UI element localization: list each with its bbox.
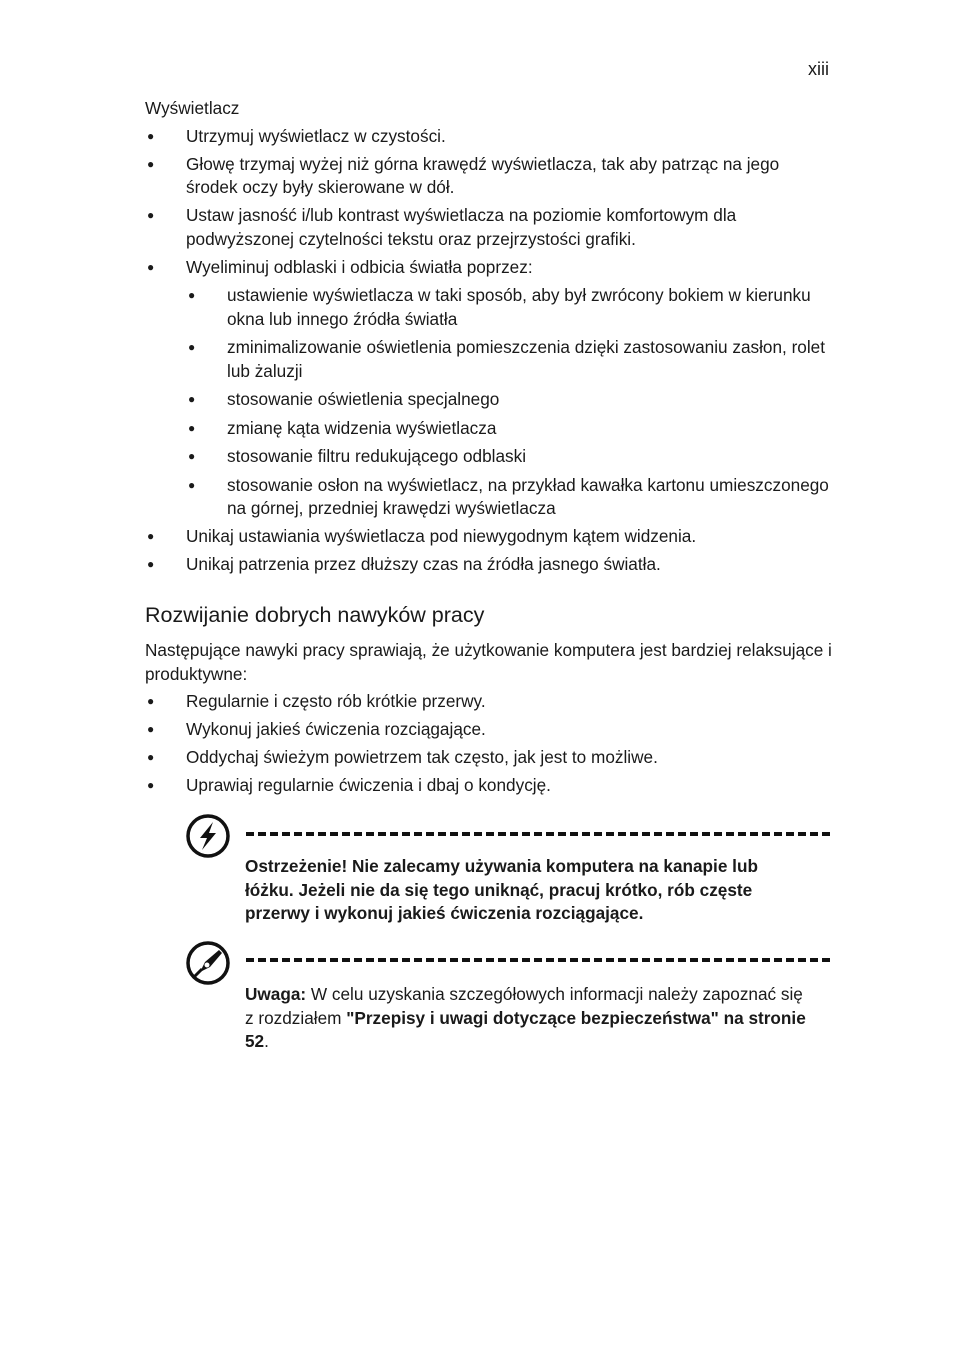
- note-box: [185, 940, 830, 1060]
- page-number: xiii: [808, 59, 829, 79]
- bullet-icon: ●: [147, 529, 155, 543]
- warning-lightning-icon: [185, 813, 231, 859]
- bullet-icon: ●: [147, 557, 155, 571]
- bullet-icon: ●: [188, 477, 196, 492]
- sub-list-item: ● stosowanie osłon na wyświetlacz, na przykład kawałka kartonu umieszczonego na górnej, przedniej krawędzi wyświetlacza: [188, 474, 829, 518]
- sub-list-item: ● ustawienie wyświetlacza w taki sposób, aby był zwrócony bokiem w kierunku okna lub innego źródła światła: [188, 285, 811, 329]
- sub-list-item: ● zmianę kąta widzenia wyświetlacza: [186, 417, 835, 441]
- note-text: [245, 983, 810, 1054]
- sub-list-item: ● stosowanie filtru redukującego odblaski: [186, 445, 835, 469]
- bullet-icon: ●: [147, 694, 155, 708]
- note-label: Uwaga:: [245, 984, 307, 1004]
- note-end: .: [264, 1031, 269, 1051]
- list-item: ● Głowę trzymaj wyżej niż górna krawędź wyświetlacza, tak aby patrząc na jego środek oczy były skierowane w dół.: [147, 153, 780, 197]
- glare-sub-list: [186, 284, 835, 521]
- list-item: ● Oddychaj świeżym powietrzem tak często, jak jest to możliwe.: [145, 746, 835, 770]
- note-reference-link[interactable]: "Przepisy i uwagi dotyczące bezpieczeństwa" na stronie 52: [245, 1007, 806, 1051]
- dashed-divider: [246, 832, 830, 836]
- list-item: ● Regularnie i często rób krótkie przerwy.: [145, 690, 835, 714]
- bullet-icon: ●: [147, 156, 155, 171]
- bullet-icon: ●: [147, 128, 155, 143]
- note-pen-icon: [185, 940, 231, 986]
- bullet-icon: ●: [188, 392, 196, 406]
- intro-paragraph: Następujące nawyki pracy sprawiają, że użytkowanie komputera jest bardziej relaksujące i produktywne:: [145, 640, 832, 684]
- display-section: [145, 97, 835, 577]
- habits-list: [145, 690, 835, 798]
- sub-list-item: ● stosowanie oświetlenia specjalnego: [186, 388, 835, 412]
- warning-text: Ostrzeżenie! Nie zalecamy używania komputera na kanapie lub łóżku. Jeżeli nie da się tego uniknąć, pracuj krótko, rób częste przerwy i wykonuj jakieś ćwiczenia rozciągające.: [245, 856, 758, 923]
- note-body: W celu uzyskania szczegółowych informacji należy zapoznać się z rozdziałem: [245, 984, 803, 1028]
- list-item: ● Unikaj patrzenia przez dłuższy czas na źródła jasnego światła.: [145, 553, 835, 577]
- section-title: Rozwijanie dobrych nawyków pracy: [145, 603, 485, 627]
- bullet-icon: ●: [188, 420, 196, 435]
- list-item: ● Unikaj ustawiania wyświetlacza pod niewygodnym kątem widzenia.: [145, 525, 835, 549]
- bullet-icon: ●: [147, 750, 155, 764]
- list-item: ● Ustaw jasność i/lub kontrast wyświetlacza na poziomie komfortowym dla podwyższonej czytelności tekstu oraz przejrzystości grafiki.: [147, 205, 737, 249]
- bullet-icon: ●: [147, 778, 155, 792]
- dashed-divider: [246, 958, 830, 962]
- sub-list-item: ● zminimalizowanie oświetlenia pomieszczenia dzięki zastosowaniu zasłon, rolet lub żaluzji: [188, 337, 826, 381]
- bullet-icon: ●: [188, 340, 196, 354]
- list-item: ● Utrzymuj wyświetlacz w czystości.: [145, 125, 835, 149]
- display-heading: Wyświetlacz: [145, 98, 240, 118]
- display-list: [145, 125, 835, 577]
- list-item: ● Uprawiaj regularnie ćwiczenia i dbaj o kondycję.: [145, 774, 835, 798]
- bullet-icon: ●: [188, 288, 196, 302]
- list-item: ● Wyeliminuj odblaski i odbicia światła poprzez: ● ustawienie wyświetlacza w taki sposób, aby był zwrócony bokiem w kierunku okna lub innego źródła światła ● zminimalizowanie oświetlenia pomieszczenia dzięki zastosowaniu zasłon, rolet lub żaluzji ● stosowanie oświetlenia specjalnego ● zmianę kąta widzenia wyświetlacza ● stosowanie filtru redukującego odblaski ● stosowanie osłon na wyświetlacz, na przykład kawałka kartonu umieszczonego na górnej, przedniej krawędzi wyświetlacza: [145, 256, 835, 521]
- warning-box: [185, 813, 830, 933]
- list-item: ● Wykonuj jakieś ćwiczenia rozciągające.: [145, 718, 835, 742]
- bullet-icon: ●: [188, 449, 196, 463]
- bullet-icon: ●: [147, 208, 155, 222]
- bullet-icon: ●: [147, 722, 155, 736]
- bullet-icon: ●: [147, 259, 155, 274]
- habits-section: [145, 601, 835, 798]
